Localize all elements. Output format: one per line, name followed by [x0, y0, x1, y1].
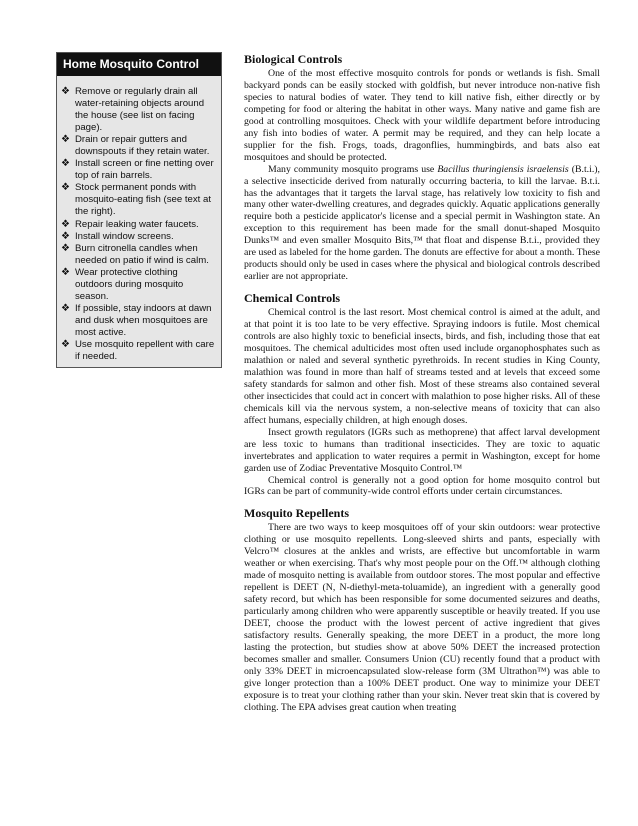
species-name: Bacillus thuringiensis israelensis: [437, 163, 569, 175]
list-item: [61, 267, 215, 303]
diamond-bullet-icon: ❖: [61, 302, 70, 314]
list-item: [61, 219, 215, 231]
main-column: [244, 52, 600, 722]
diamond-bullet-icon: ❖: [61, 86, 70, 97]
paragraph: Chemical control is generally not a good option for home mosquito control but IGRs can be part of community-wide control efforts under certain circumstances.: [244, 474, 600, 498]
diamond-bullet-icon: ❖: [61, 182, 70, 194]
list-item-text: Use mosquito repellent with care if needed.: [75, 338, 215, 363]
chemical-controls-section: [244, 291, 600, 498]
list-item: [61, 231, 215, 243]
list-item-text: Install window screens.: [75, 230, 174, 242]
biological-controls-section: [244, 52, 600, 283]
paragraph-text: (B.t.i.), a selective insecticide derived from naturally occurring bacteria, to kill the larvae. B.t.i. has the advantages that it targets the larval stage, has relatively low toxicity to fish and many other water-dwelling creatures, and degrades quickly. Aquatic applications generally require both a pesticide applicator's license and a special permit in Washington state. An exception to this requirement has been made for the small donut-shaped Mosquito Dunks™ and even smaller Mosquito Bits,™ that float and dispense B.t.i., provided they are used as labeled for the home garden. The donuts are effective for about a month. These products should only be used in cases where the physical and biological controls described earlier are not appropriate.: [244, 163, 601, 283]
section-heading: Mosquito Repellents: [244, 506, 349, 521]
diamond-bullet-icon: ❖: [61, 266, 70, 278]
list-item-text: Burn citronella candles when needed on patio if wind is calm.: [75, 242, 209, 266]
paragraph: Chemical control is the last resort. Most chemical control is aimed at the adult, and at that point it is too late to be very effective. Spraying indoors is futile. Most chemical controls are also highly toxic to beneficial insects, birds, and fish, including those that eat mosquitoes. The chemical adulticides most often used include organophosphates such as malathion or naled and several synthetic pyrethroids. In recent studies in King County, malathion was found in more than half of streams tested and at levels that exceed some safety standards for salmon and other fish. Most of these streams also contained several other insecticides that could act in concert with malathion to pose higher risks. All of these chemicals kill via the nervous system, a non-selective means of toxicity that can also affect humans, especially children, at high enough doses.: [244, 307, 600, 426]
section-heading: Biological Controls: [244, 52, 343, 66]
home-mosquito-control-box: [56, 52, 222, 368]
section-heading: Chemical Controls: [244, 291, 341, 306]
sidebar-title: Home Mosquito Control: [57, 53, 221, 76]
diamond-bullet-icon: ❖: [61, 134, 70, 146]
list-item-text: Wear protective clothing outdoors during mosquito season.: [75, 266, 184, 302]
list-item: [61, 134, 215, 158]
list-item: [61, 339, 215, 363]
diamond-bullet-icon: ❖: [61, 218, 70, 230]
list-item: [61, 303, 215, 339]
list-item-text: Remove or regularly drain all water-retaining objects around the house (see list on facing page).: [75, 86, 205, 134]
paragraph: One of the most effective mosquito controls for ponds or wetlands is fish. Small backyard ponds can be easily stocked with goldfish, but never introduce non-native fish species to natural bodies of water. They tend to kill native fish, either directly or by competing for food or altering the habitat in other ways. Many native and game fish are good at controlling mosquitoes. Check with your wildlife department before introducing any fish into bodies of water. A permit may be required, and they can help locate a supplier for the fish. Frogs, toads, dragonflies, hummingbirds, and bats also eat mosquitoes and should be protected.: [244, 68, 600, 163]
diamond-bullet-icon: ❖: [61, 338, 70, 350]
list-item: [61, 182, 215, 218]
list-item-text: Install screen or fine netting over top of rain barrels.: [75, 158, 214, 182]
list-item: [61, 243, 215, 267]
list-item-text: Repair leaking water faucets.: [75, 218, 199, 230]
diamond-bullet-icon: ❖: [61, 242, 70, 254]
list-item-text: Drain or repair gutters and downspouts if they retain water.: [75, 134, 210, 158]
list-item-text: If possible, stay indoors at dawn and dusk when mosquitoes are most active.: [75, 302, 212, 338]
list-item: [61, 86, 215, 134]
mosquito-repellents-section: [244, 506, 600, 713]
diamond-bullet-icon: ❖: [61, 230, 70, 242]
list-item-text: Stock permanent ponds with mosquito-eating fish (see text at the right).: [75, 182, 211, 218]
list-item: [61, 158, 215, 182]
sidebar-list: [57, 76, 221, 363]
paragraph-text: Many community mosquito programs use: [268, 163, 438, 175]
paragraph: [244, 164, 600, 284]
paragraph: Insect growth regulators (IGRs such as methoprene) that affect larval development are less toxic to humans than traditional insecticides. They are toxic to aquatic invertebrates and application to water requires a permit in Washington, except for home garden use of Zodiac Preventative Mosquito Control.™: [244, 426, 600, 474]
diamond-bullet-icon: ❖: [61, 158, 70, 170]
paragraph: There are two ways to keep mosquitoes off of your skin outdoors: wear protective clothing or use mosquito repellents. Long-sleeved shirts and pants, especially with Velcro™ closures at the ankles and wrists, are effective but uncomfortable in warm weather or when exercising. That's why most people pour on the Off.™ although clothing made of mosquito netting is available from outdoor stores. The most popular and effective repellent is DEET (N, N-diethyl-meta-toluamide), an ingredient with a generally good safety record, but which has been responsible for some documented seizures and deaths, particularly among children who were apparently susceptible or heavily treated. If you use DEET, choose the product with the lowest percent of active ingredient that gives satisfactory results. Generally speaking, the more DEET in a product, the more long lasting the protection, but studies show at above 50% DEET the increased protection becomes smaller and smaller. Consumers Union (CU) recently found that a product with only 33% DEET in microencapsulated slow-release form (3M Ultrathon™) was able to give longer protection than a 100% DEET product. One way to minimize your DEET exposure is to treat your clothing rather than your skin. Never treat skin that is covered by clothing. The EPA advises great caution when treating: [244, 522, 600, 713]
